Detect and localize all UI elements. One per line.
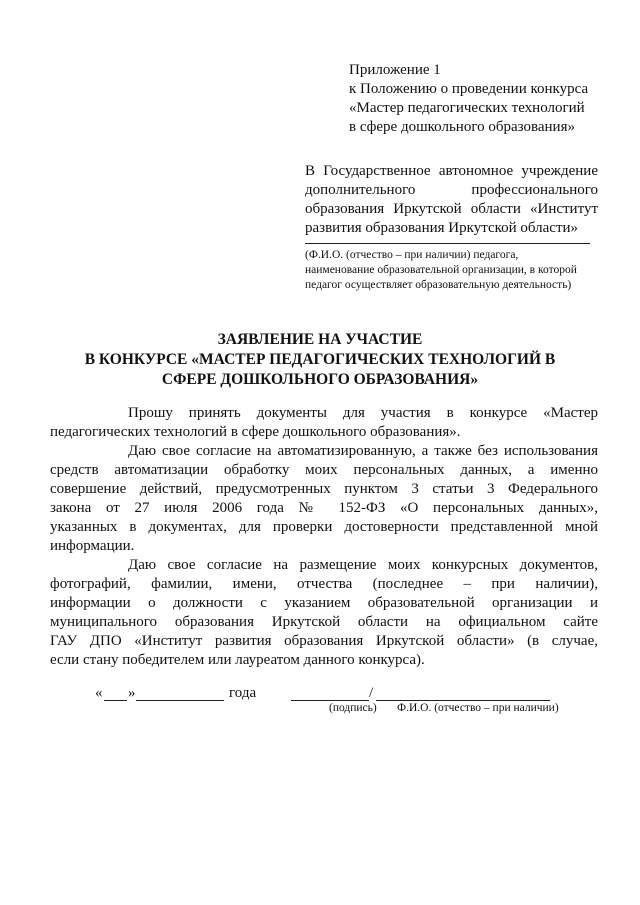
applicant-name-line[interactable]: [305, 243, 590, 244]
appendix-line: Приложение 1: [349, 62, 441, 78]
body-line: фотографий, фамилии, имени, отчества (последнее – при наличии),: [50, 576, 598, 592]
body-line: закона от 27 июля 2006 года № 152-ФЗ «О персональных данных»,: [50, 500, 598, 516]
body-line: средств автоматизации обработку моих персональных данных, а именно: [50, 462, 598, 478]
body-line: педагогических технологий в сфере дошкольного образования».: [50, 424, 461, 440]
caption-line: наименование образовательной организации, в которой: [305, 264, 577, 276]
appendix-line: «Мастер педагогических технологий: [349, 100, 585, 116]
paragraph-request: [50, 404, 598, 442]
caption-line: педагог осуществляет образовательную деятельность): [305, 279, 572, 291]
body-line: Прошу принять документы для участия в конкурсе «Мастер: [128, 405, 598, 421]
title-line: В КОНКУРСЕ «МАСТЕР ПЕДАГОГИЧЕСКИХ ТЕХНОЛОГИЙ В: [84, 351, 556, 368]
date-quote-open: «: [95, 685, 103, 701]
body-line: ГАУ ДПО «Институт развития образования Иркутской области» (в случае,: [50, 633, 598, 649]
body-line: информации о должности с указанием образовательной организации и: [50, 595, 598, 611]
body-line: указанных в документах, для проверки достоверности представленной мной: [50, 519, 598, 535]
full-name-caption: Ф.И.О. (отчество – при наличии): [397, 702, 559, 714]
signature-caption: (подпись): [329, 702, 377, 714]
addressee-line: В Государственное автономное учреждение: [305, 163, 598, 179]
caption-line: (Ф.И.О. (отчество – при наличии) педагога,: [305, 249, 519, 261]
date-month-field[interactable]: [136, 685, 224, 706]
paragraph-consent-publication: [50, 556, 598, 670]
body-line: муниципального образования Иркутской области на официальном сайте: [50, 614, 598, 630]
body-line: совершение действий, предусмотренных пунктом 3 статьи 3 Федерального: [50, 481, 598, 497]
paragraph-consent-processing: [50, 442, 598, 556]
document-title: [40, 330, 600, 390]
body-line: если стану победителем или лауреатом данного конкурса).: [50, 652, 425, 668]
date-day-field[interactable]: [104, 685, 127, 706]
date-quote-close: »: [128, 685, 136, 701]
signature-slash: /: [369, 685, 374, 701]
title-line: СФЕРЕ ДОШКОЛЬНОГО ОБРАЗОВАНИЯ»: [161, 371, 479, 388]
body-line: Даю свое согласие на размещение моих конкурсных документов,: [128, 557, 598, 573]
addressee-line: образования Иркутской области «Институт: [305, 201, 598, 217]
title-line: ЗАЯВЛЕНИЕ НА УЧАСТИЕ: [217, 331, 423, 348]
addressee-line: развития образования Иркутской области»: [305, 220, 579, 236]
addressee-block: [305, 162, 598, 238]
appendix-header: [349, 61, 619, 137]
addressee-line: дополнительного профессионального: [305, 182, 598, 198]
date-year-word: года: [229, 685, 257, 701]
appendix-line: к Положению о проведении конкурса: [349, 81, 589, 97]
appendix-line: в сфере дошкольного образования»: [349, 119, 575, 135]
applicant-name-caption: [305, 248, 605, 293]
body-line: Даю свое согласие на автоматизированную, а также без использования: [128, 443, 598, 459]
application-body: [50, 404, 598, 670]
body-line: информации.: [50, 538, 135, 554]
